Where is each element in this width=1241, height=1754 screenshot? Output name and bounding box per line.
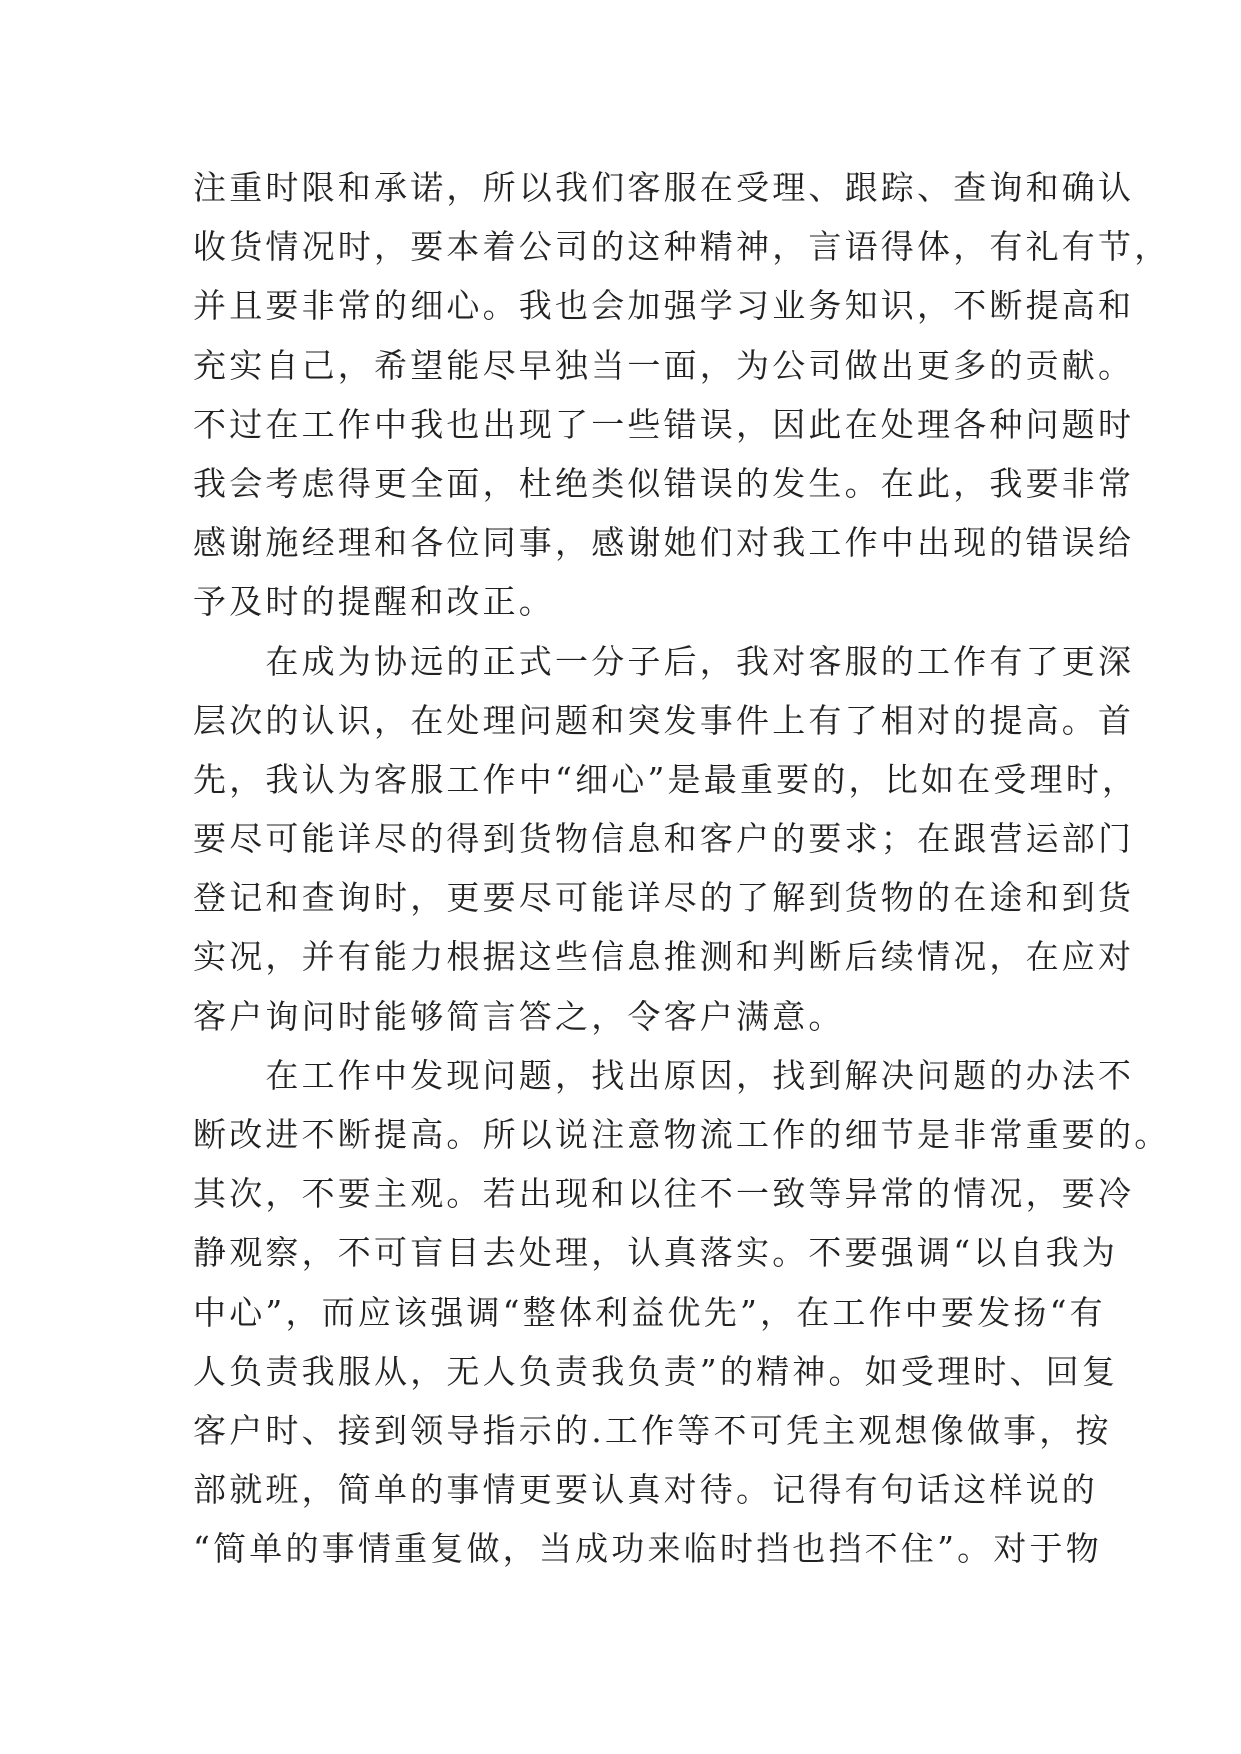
- text-line: 在工作中发现问题，找出原因，找到解决问题的办法不: [193, 1055, 1135, 1095]
- text-line: 予及时的提醒和改正。: [193, 582, 555, 622]
- text-line: 客户询问时能够简言答之，令客户满意。: [193, 996, 845, 1036]
- text-line: 充实自己，希望能尽早独当一面，为公司做出更多的贡献。: [193, 345, 1135, 385]
- text-line: 静观察，不可盲目去处理，认真落实。不要强调“以自我为: [193, 1233, 1119, 1273]
- text-line: 中心”，而应该强调“整体利益优先”，在工作中要发扬“有: [193, 1292, 1106, 1332]
- text-line: 感谢施经理和各位同事，感谢她们对我工作中出现的错误给: [193, 523, 1135, 563]
- text-line: 注重时限和承诺，所以我们客服在受理、跟踪、查询和确认: [193, 168, 1135, 207]
- text-line: “简单的事情重复做，当成功来临时挡也挡不住”。对于物: [193, 1529, 1102, 1569]
- body-text: [193, 158, 1171, 1579]
- text-line: 人负责我服从，无人负责我负责”的精神。如受理时、回复: [193, 1351, 1119, 1391]
- text-line: 不过在工作中我也出现了一些错误，因此在处理各种问题时: [193, 404, 1135, 444]
- text-line: 实况，并有能力根据这些信息推测和判断后续情况，在应对: [193, 937, 1135, 977]
- text-line: 并且要非常的细心。我也会加强学习业务知识，不断提高和: [193, 286, 1135, 326]
- text-line: 登记和查询时，更要尽可能详尽的了解到货物的在途和到货: [193, 878, 1135, 918]
- text-line: 其次，不要主观。若出现和以往不一致等异常的情况，要冷: [193, 1174, 1135, 1214]
- text-line: 断改进不断提高。所以说注意物流工作的细节是非常重要的。: [193, 1115, 1171, 1154]
- text-line: 部就班，简单的事情更要认真对待。记得有句话这样说的: [193, 1470, 1098, 1510]
- text-line: 层次的认识，在处理问题和突发事件上有了相对的提高。首: [193, 700, 1135, 740]
- text-line: 在成为协远的正式一分子后，我对客服的工作有了更深: [193, 641, 1135, 681]
- text-line: 收货情况时，要本着公司的这种精神，言语得体，有礼有节，: [193, 227, 1171, 267]
- text-line: 先，我认为客服工作中“细心”是最重要的，比如在受理时，: [193, 759, 1139, 799]
- text-line: 我会考虑得更全面，杜绝类似错误的发生。在此，我要非常: [193, 463, 1135, 503]
- text-line: 要尽可能详尽的得到货物信息和客户的要求；在跟营运部门: [193, 819, 1135, 859]
- text-line: 客户时、接到领导指示的.工作等不可凭主观想像做事，按: [193, 1410, 1112, 1450]
